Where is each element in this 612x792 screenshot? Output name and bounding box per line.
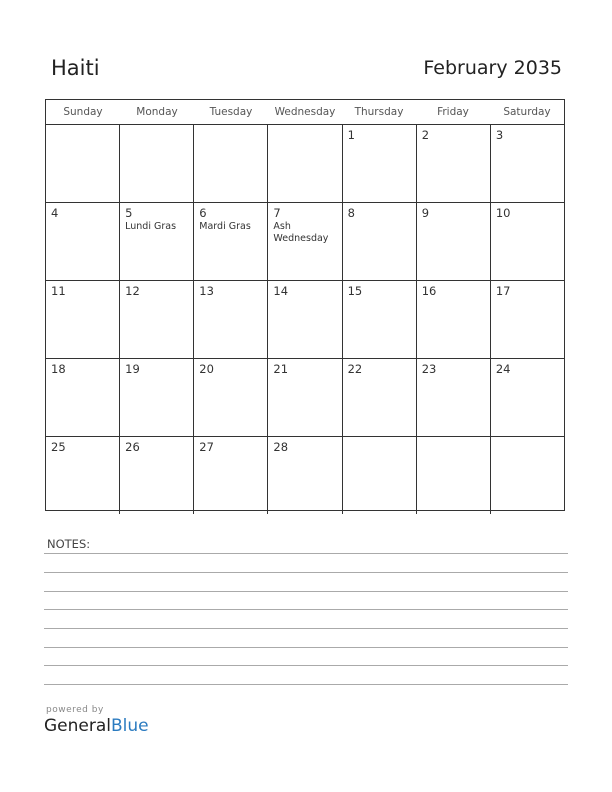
day-number: 9: [421, 206, 430, 220]
day-cell: [491, 125, 564, 202]
note-line: [44, 553, 568, 554]
week-row: [46, 203, 564, 281]
day-number: 1: [347, 128, 355, 142]
notes-label: NOTES:: [47, 537, 91, 551]
weekday-wednesday: Wednesday: [274, 106, 336, 118]
day-number: 3: [495, 128, 504, 142]
day-number: 27: [199, 440, 214, 454]
day-cell: [46, 437, 120, 514]
day-number: 21: [273, 362, 289, 376]
calendar-grid: [45, 99, 565, 511]
weekday-friday: Friday: [437, 106, 469, 118]
day-cell: [491, 359, 564, 436]
holiday-label: Mardi Gras: [199, 221, 251, 232]
day-cell: [268, 203, 342, 280]
day-number: 23: [421, 362, 437, 376]
day-number: 8: [347, 206, 355, 220]
day-number: 5: [125, 206, 133, 220]
day-cell: [268, 281, 342, 358]
week-row: [46, 437, 564, 514]
note-line: [44, 647, 568, 648]
day-cell: [194, 437, 268, 514]
weekday-header-row: [46, 100, 564, 125]
day-number: 20: [199, 362, 214, 376]
country-title: Haiti: [51, 56, 100, 80]
month-year-title: February 2035: [423, 57, 562, 79]
day-number: 22: [347, 362, 363, 376]
day-number: 13: [199, 284, 214, 298]
week-row: [46, 125, 564, 203]
weekday-saturday: Saturday: [503, 106, 551, 118]
note-line: [44, 609, 568, 610]
day-number: 2: [421, 128, 430, 142]
day-number: 18: [51, 362, 66, 376]
day-cell: [194, 125, 268, 202]
day-number: 19: [125, 362, 140, 376]
day-number: 26: [125, 440, 140, 454]
weekday-sunday: Sunday: [63, 106, 103, 118]
day-cell: [491, 437, 564, 514]
day-number: 15: [347, 284, 363, 298]
day-number: 6: [199, 206, 207, 220]
day-number: 25: [51, 440, 66, 454]
day-number: 16: [421, 284, 437, 298]
holiday-label: Lundi Gras: [125, 221, 177, 232]
day-cell: [343, 359, 417, 436]
week-row: [46, 281, 564, 359]
day-cell: [120, 281, 194, 358]
day-cell: [343, 203, 417, 280]
day-cell: [194, 359, 268, 436]
day-cell: [417, 359, 491, 436]
note-line: [44, 684, 568, 685]
day-number: 17: [495, 284, 511, 298]
day-cell: [417, 125, 491, 202]
day-cell: [343, 437, 417, 514]
note-line: [44, 628, 568, 629]
day-cell: [120, 359, 194, 436]
day-cell: [417, 437, 491, 514]
brand-name-general: General: [44, 716, 111, 736]
day-cell: [491, 203, 564, 280]
day-number: 24: [495, 362, 511, 376]
weekday-thursday: Thursday: [354, 106, 404, 118]
day-number: 28: [273, 440, 289, 454]
day-cell: [268, 359, 342, 436]
day-number: 4: [51, 206, 59, 220]
day-cell: [46, 125, 120, 202]
day-cell: [46, 281, 120, 358]
day-cell: [194, 281, 268, 358]
day-cell: [120, 203, 194, 280]
day-cell: [194, 203, 268, 280]
day-number: 14: [273, 284, 289, 298]
brand-name-blue: Blue: [111, 716, 149, 736]
note-line: [44, 665, 568, 666]
holiday-label: Ash Wednesday: [273, 221, 329, 244]
day-cell: [120, 125, 194, 202]
day-number: 12: [125, 284, 140, 298]
day-cell: [46, 203, 120, 280]
day-cell: [268, 437, 342, 514]
brand-logo[interactable]: [44, 716, 149, 736]
day-number: 10: [495, 206, 511, 220]
weekday-tuesday: Tuesday: [209, 106, 253, 118]
day-number: 11: [51, 284, 66, 298]
day-cell: [120, 437, 194, 514]
note-line: [44, 572, 568, 573]
day-cell: [417, 281, 491, 358]
week-row: [46, 359, 564, 437]
day-cell: [268, 125, 342, 202]
day-cell: [343, 125, 417, 202]
day-cell: [491, 281, 564, 358]
powered-by-text: powered by: [46, 705, 104, 715]
note-line: [44, 591, 568, 592]
day-number: 7: [273, 206, 281, 220]
day-cell: [343, 281, 417, 358]
day-cell: [417, 203, 491, 280]
day-cell: [46, 359, 120, 436]
weekday-monday: Monday: [136, 106, 178, 118]
